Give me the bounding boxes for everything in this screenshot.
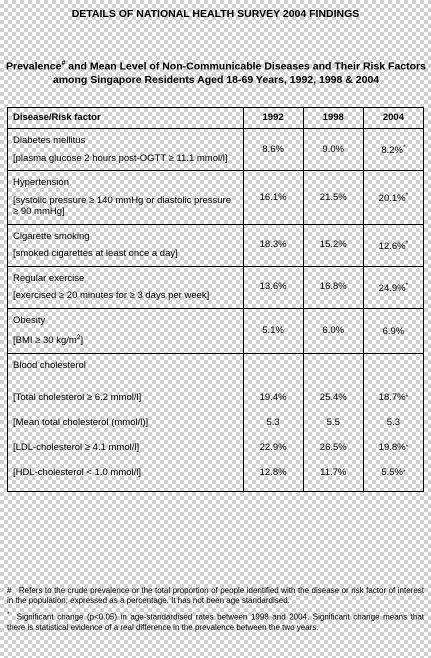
row-detail [13, 332, 238, 347]
header-row [8, 108, 424, 129]
cell-1992: 5.1% [243, 308, 303, 353]
significance-mark: * [402, 468, 406, 476]
row-detail: [smoked cigarettes at least once a day] [13, 248, 178, 259]
cell-1992 [243, 353, 303, 492]
cell-2004 [363, 171, 423, 225]
detail-suffix: ] [80, 335, 84, 347]
cell-1998: 15.2% [303, 224, 363, 266]
sub-value: 5.5 [326, 416, 340, 428]
cell-2004 [363, 129, 423, 171]
footnote-text: Refers to the crude prevalence or the total proportion of people identified with the disease or risk factor of interest in the population, expressed as a percentage. It has not been age standardised. [7, 586, 424, 605]
significance-mark: * [405, 239, 409, 247]
row-name: Cigarette smoking [13, 230, 90, 242]
header-1998: 1998 [303, 108, 363, 129]
title-mark: # [61, 60, 66, 67]
findings-table [7, 107, 424, 492]
value-2004: 24.9% [378, 282, 406, 294]
row-label [8, 224, 244, 266]
table-row [8, 266, 424, 308]
sub-label: [Mean total cholesterol (mmol/l)] [13, 416, 149, 428]
sub-value: 19.4% [259, 391, 287, 403]
cell-1998 [303, 353, 363, 492]
sub-value: 26.5% [319, 441, 347, 453]
sub-value: 25.4% [319, 391, 347, 403]
row-name: Regular exercise [13, 272, 85, 284]
cell-2004 [363, 224, 423, 266]
sub-value [369, 435, 418, 460]
sub-value [369, 460, 418, 485]
row-detail: [plasma glucose 2 hours post-OGTT ≥ 11.1 mmol/l] [13, 152, 228, 164]
table-row [8, 171, 424, 225]
header-disease: Disease/Risk factor [8, 108, 244, 129]
footnote [7, 586, 424, 606]
row-detail: [systolic pressure ≥ 140 mmHg or diastolic pressure ≥ 90 mmHg] [13, 194, 231, 217]
footnote [7, 610, 424, 633]
significance-mark: * [405, 191, 409, 199]
footnote-mark: # [7, 586, 12, 595]
cell-1992: 8.6% [243, 129, 303, 171]
row-name: Diabetes mellitus [13, 135, 86, 146]
value-2004: 8.2% [381, 145, 403, 157]
row-detail: [exercised ≥ 20 minutes for ≥ 3 days per week] [13, 290, 210, 301]
value-2004: 6.9% [382, 326, 405, 338]
sub-value: 22.9% [259, 441, 287, 453]
sub-value [369, 410, 418, 435]
row-label [8, 353, 244, 492]
title-rest: and Mean Level of Non-Communicable Diseases and Their Risk Factors among Singapore Residents Aged 18-69 Years, 1992, 1998 & 2004 [52, 60, 426, 86]
header-1992: 1992 [243, 108, 303, 129]
sub-value [369, 385, 418, 410]
cell-1998: 9.0% [303, 129, 363, 171]
table-title [6, 57, 426, 87]
row-label [8, 308, 244, 353]
cell-1998: 21.5% [303, 171, 363, 225]
row-label [8, 129, 244, 171]
cell-2004 [363, 308, 423, 353]
detail-superscript: 2 [76, 334, 81, 341]
sub-value: 12.8% [259, 466, 287, 478]
title-lead: Prevalence [6, 60, 62, 73]
row-name: Obesity [13, 314, 46, 326]
significance-mark: * [405, 443, 409, 451]
row-name: Hypertension [13, 177, 69, 188]
footnote-mark: * [7, 611, 10, 618]
value-2004: 5.3 [386, 416, 401, 428]
sub-value: 11.7% [320, 466, 347, 478]
value-2004: 12.6% [378, 240, 406, 252]
cell-2004 [363, 266, 423, 308]
sub-label: [HDL-cholesterol < 1.0 mmol/l] [13, 466, 142, 478]
value-2004: 5.5% [381, 466, 403, 478]
significance-mark: * [405, 393, 409, 401]
significance-mark: * [405, 281, 409, 289]
table-row [8, 308, 424, 353]
cell-1998: 6.0% [303, 308, 363, 353]
row-label [8, 266, 244, 308]
value-2004: 18.7% [378, 391, 406, 403]
table-row [8, 129, 424, 171]
value-2004: 20.1% [378, 193, 406, 205]
header-2004: 2004 [363, 108, 423, 129]
sub-label: [Total cholesterol ≥ 6.2 mmol/l] [13, 391, 142, 403]
footnotes [7, 586, 424, 637]
significance-mark: * [402, 144, 406, 152]
sub-label: [LDL-cholesterol ≥ 4.1 mmol/l] [13, 441, 140, 453]
cell-1992: 16.1% [243, 171, 303, 225]
detail-prefix: [BMI ≥ 30 kg/m [13, 335, 77, 347]
footnote-text: Significant change (p<0.05) in age-standardised rates between 1998 and 2004. Significant change means that there is statistical evidence of a real difference in the prevalence between the two years. [7, 612, 425, 632]
cell-1998: 16.8% [303, 266, 363, 308]
document-header: DETAILS OF NATIONAL HEALTH SURVEY 2004 FINDINGS [71, 8, 360, 20]
table-row [8, 224, 424, 266]
row-name: Blood cholesterol [13, 359, 86, 371]
table-row-cholesterol [8, 353, 424, 492]
cell-1992: 13.6% [243, 266, 303, 308]
cell-2004 [363, 353, 423, 492]
row-label [8, 171, 244, 225]
sub-value: 5.3 [266, 416, 280, 428]
value-2004: 19.8% [378, 441, 406, 453]
cell-1992: 18.3% [243, 224, 303, 266]
